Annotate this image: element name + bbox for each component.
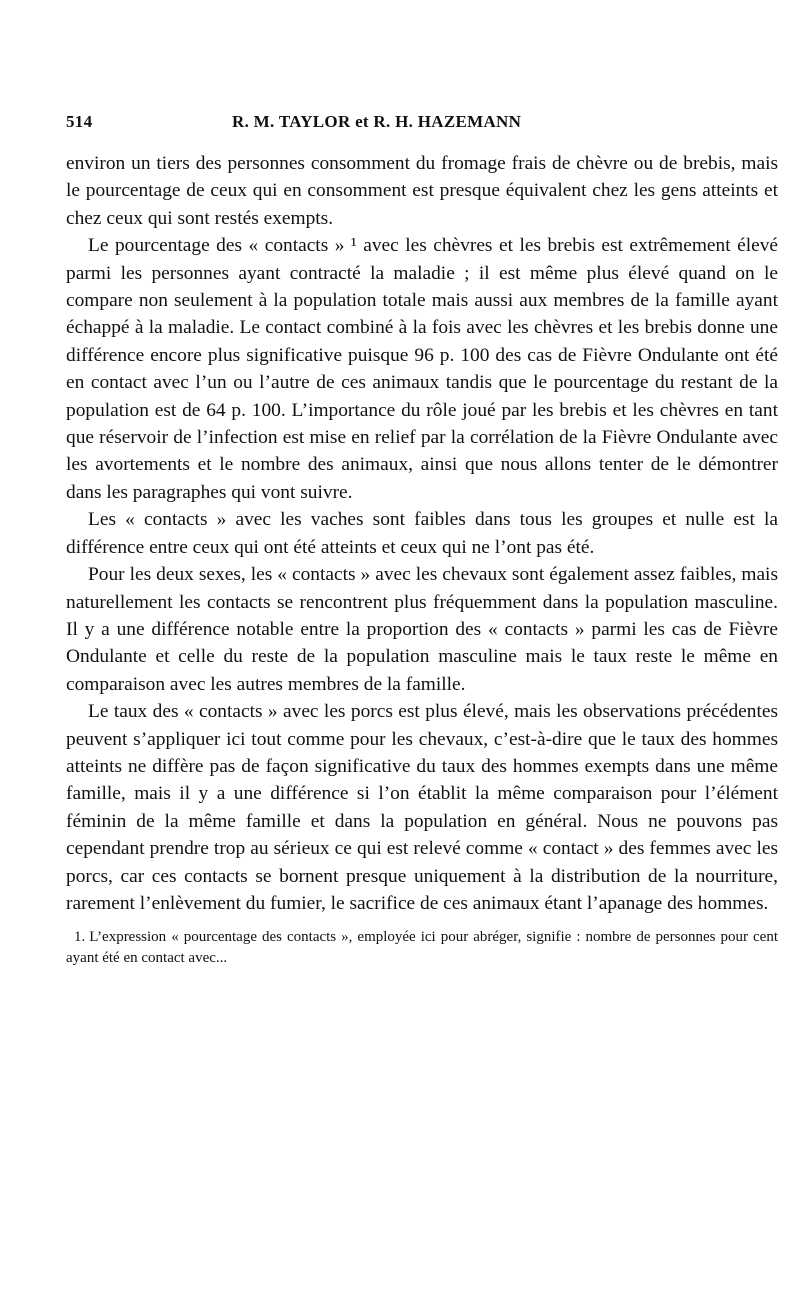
page-number: 514 [66,112,93,131]
paragraph-4: Pour les deux sexes, les « contacts » avec les chevaux sont également assez faibles, mais naturellement les contacts se rencontrent plus fréquemment dans la population masculine. Il y a une différence notable entre la proportion des « contacts » parmi les cas de Fièvre Ondulante et celle du reste de la population masculine mais le taux reste le même en comparaison avec les autres membres de la famille. [66,564,778,695]
footnote-number: 1. [74,929,86,946]
footnote [66,927,778,969]
paragraph-2: Le pourcentage des « contacts » ¹ avec les chèvres et les brebis est extrêmement élevé parmi les personnes ayant contracté la maladie ; il est même plus élevé quand on le compare non seulement à la population totale mais aussi aux membres de la famille ayant échappé à la maladie. Le contact combiné à la fois avec les chèvres et les brebis donne une différence encore plus significative puisque 96 p. 100 des cas de Fièvre Ondulante ont été en contact avec l’un ou l’autre de ces animaux tandis que le pourcentage du restant de la population est de 64 p. 100. L’importance du rôle joué par les brebis et les chèvres en tant que réservoir de l’infection est mise en relief par la corrélation de la Fièvre Ondulante avec les avortements et le nombre des animaux, ainsi que nous allons tenter de le démontrer dans les paragraphes qui vont suivre. [66,235,778,503]
document-page [66,112,778,969]
footnote-text: L’expression « pourcentage des contacts », employée ici pour abréger, signifie : nombre de personnes pour cent ayant été en contact avec... [66,929,778,967]
running-head [66,112,778,142]
paragraph-5: Le taux des « contacts » avec les porcs est plus élevé, mais les observations précédentes peuvent s’appliquer ici tout comme pour les chevaux, c’est-à-dire que le taux des hommes atteints ne diffère pas de façon significative du taux des hommes exempts dans une même famille, mais il y a une différence si l’on établit la même comparaison pour l’élément féminin de la même famille et dans la population en général. Nous ne pouvons pas cependant prendre trop au sérieux ce qui est relevé comme « contact » des femmes avec les porcs, car ces contacts se bornent presque uniquement à la distribution de la nourriture, rarement l’enlèvement du fumier, le sacrifice de ces animaux étant l’apanage des hommes. [66,701,778,914]
header-authors: R. M. TAYLOR et R. H. HAZEMANN [232,112,522,131]
paragraph-1: environ un tiers des personnes consomment du fromage frais de chèvre ou de brebis, mais le pourcentage de ceux qui en consomment est presque équivalent chez les gens atteints et chez ceux qui sont restés exempts. [66,153,778,229]
paragraph-3: Les « contacts » avec les vaches sont faibles dans tous les groupes et nulle est la différence entre ceux qui ont été atteints et ceux qui ne l’ont pas été. [66,509,778,558]
body-text [66,150,778,917]
